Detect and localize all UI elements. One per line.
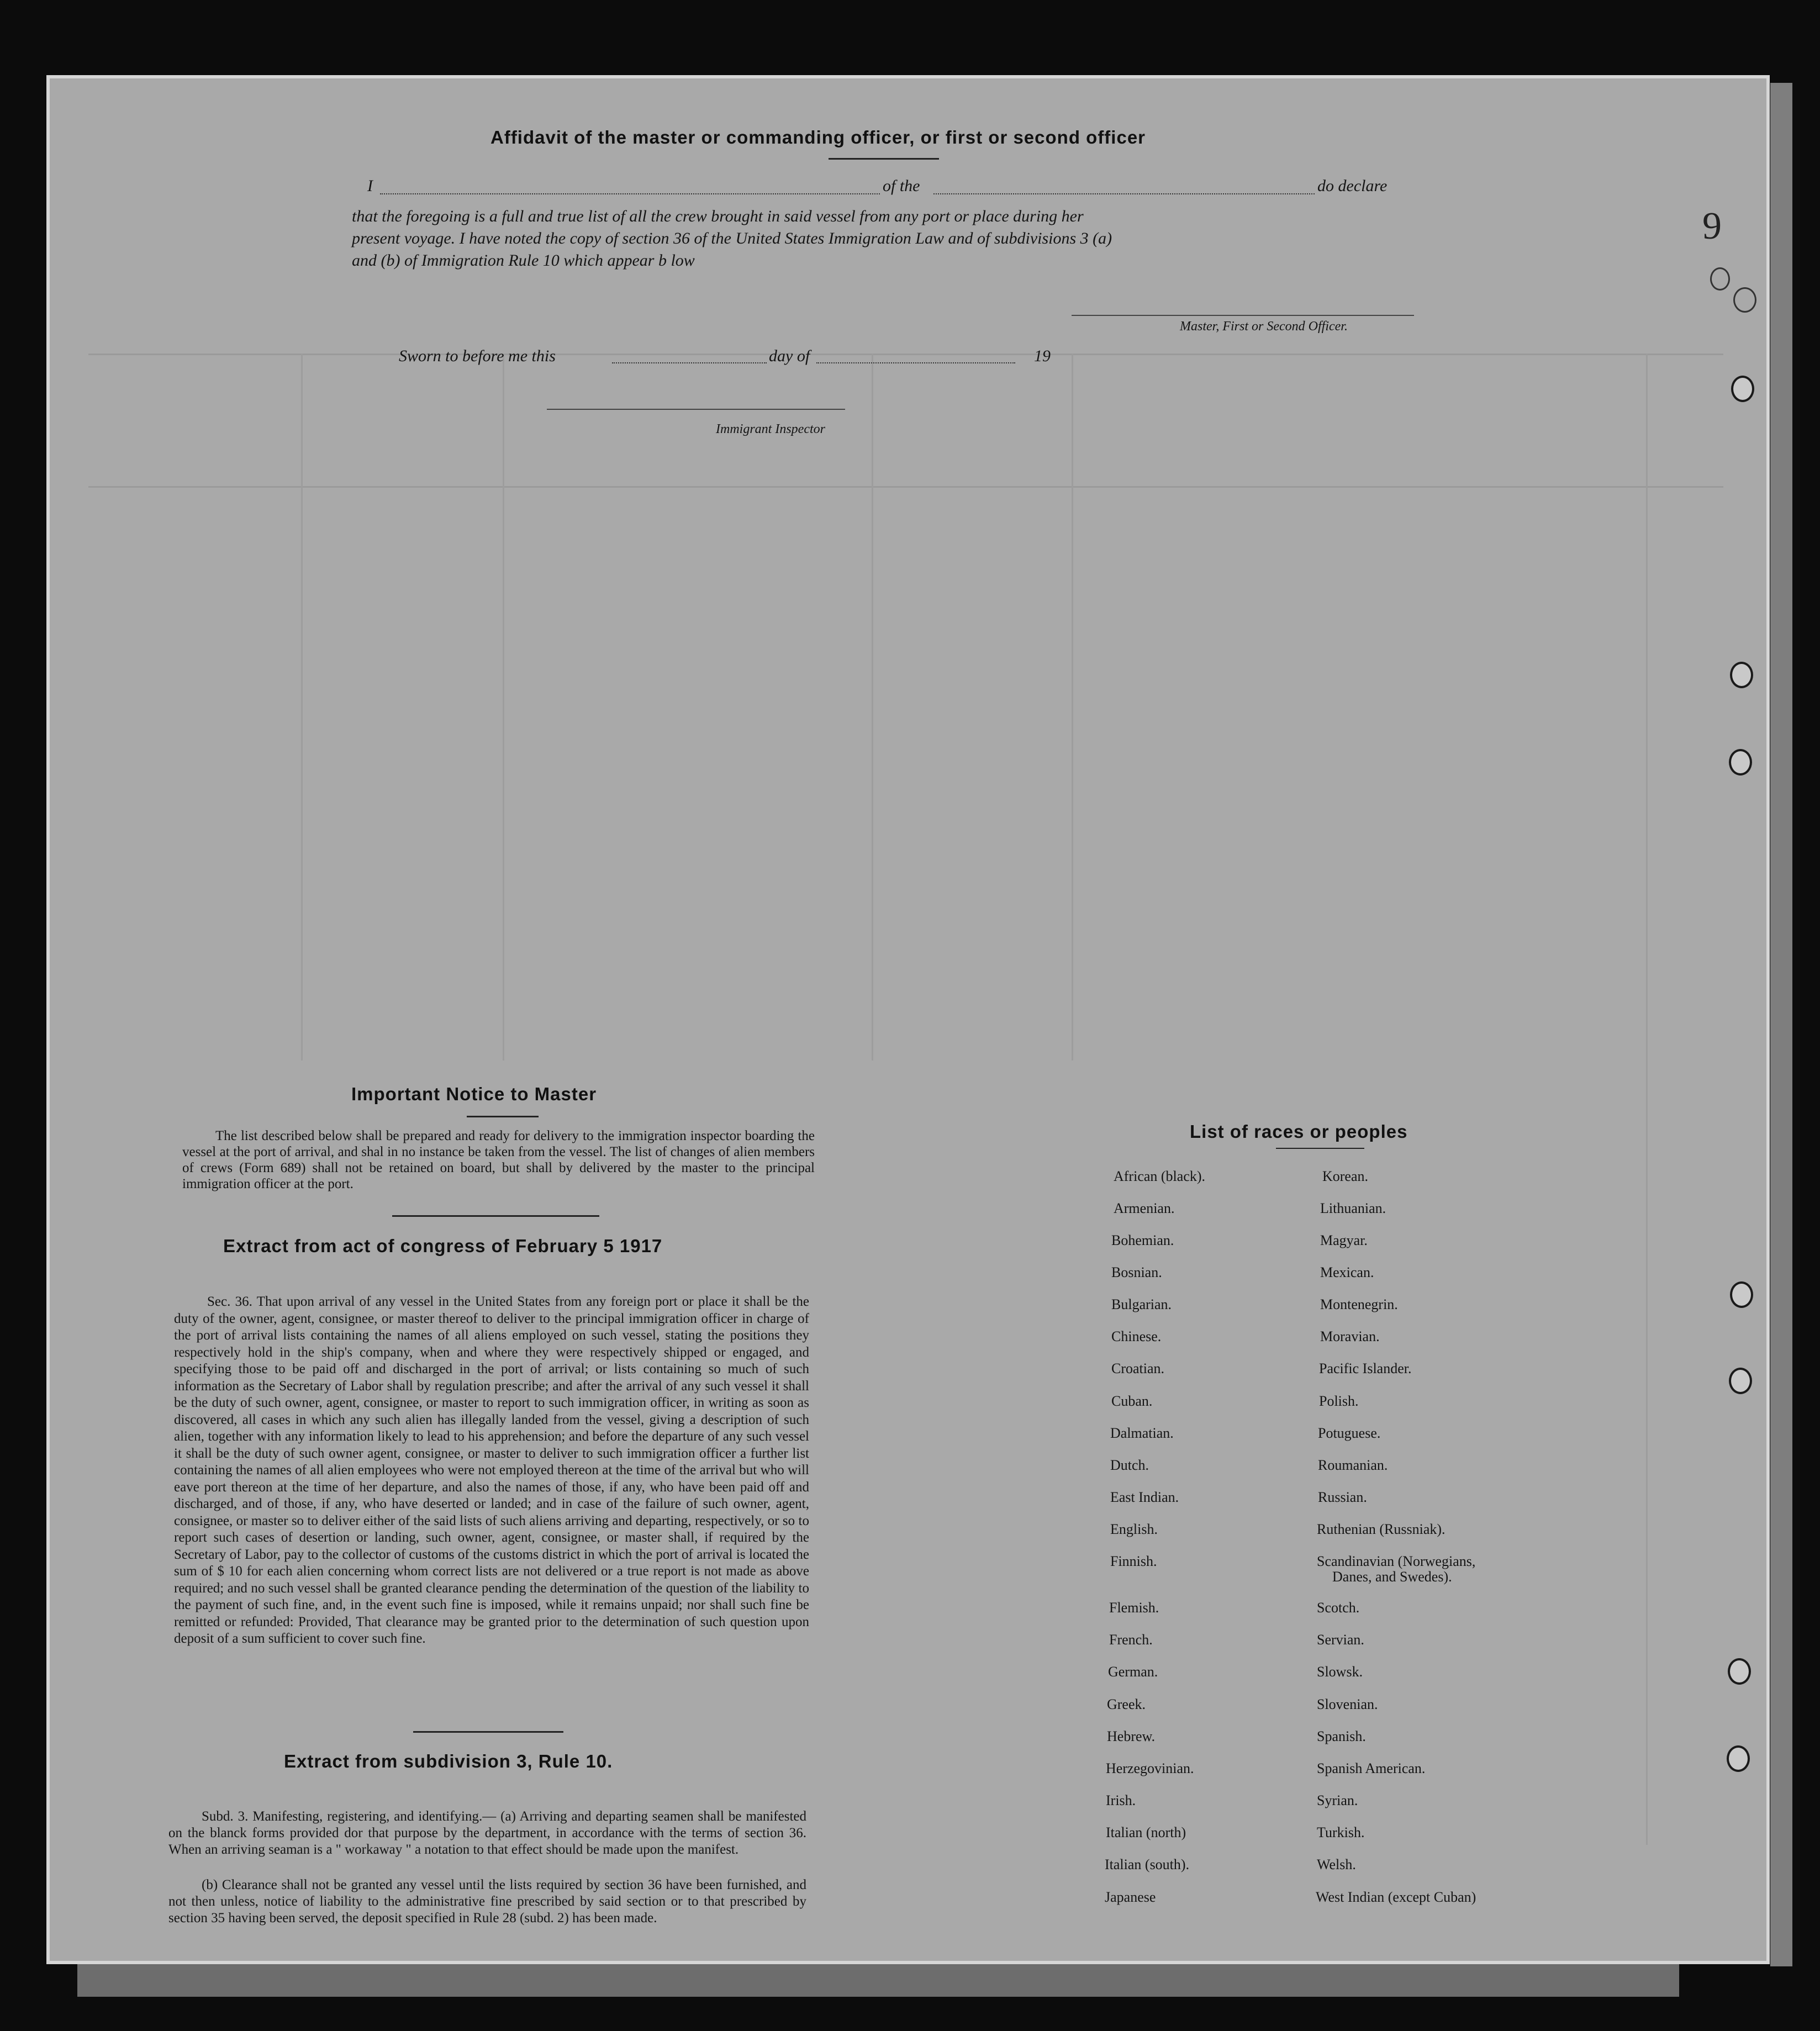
notice-separator xyxy=(392,1215,599,1217)
race-item: Finnish. xyxy=(1110,1553,1157,1569)
notice-text: The list described below shall be prepared and ready for delivery to the immigration inspector boarding the vessel at the port of arrival, and shal in no instance be taken from the vessel. The list of changes of alien members of crews (Form 689) shall not be retained on board, but shall by delivered by the master to the principal immigration officer at the port. xyxy=(182,1128,815,1191)
race-item: Chinese. xyxy=(1111,1328,1162,1344)
binder-hole-icon xyxy=(1727,1745,1750,1772)
race-item: Greek. xyxy=(1107,1696,1146,1712)
race-item: Polish. xyxy=(1319,1393,1359,1409)
race-item: Potuguese. xyxy=(1318,1425,1381,1441)
race-item: Dalmatian. xyxy=(1110,1425,1174,1441)
vessel-blank xyxy=(933,193,1315,194)
race-item: Montenegrin. xyxy=(1320,1296,1398,1312)
race-item: Armenian. xyxy=(1114,1200,1175,1216)
race-item: Bosnian. xyxy=(1111,1264,1162,1280)
race-item: Lithuanian. xyxy=(1320,1200,1386,1216)
ghost-rule xyxy=(88,486,1723,488)
race-item: African (black). xyxy=(1114,1168,1206,1184)
act-text: Sec. 36. That upon arrival of any vessel in the United States from any foreign port or place it shall be the duty of the owner, agent, consignee, or master thereof to deliver to the principal immigration officer in charge of the port of arrival lists containing the names of all aliens employed on such vessel, stating the positions they respectively hold in the ship's company, when and where they were respectively shipped or engaged, and specifying those to be paid off and discharged in the port of arrival; or lists containing so much of such information as the Secretary of Labor shall by regulation prescribe; and after the arrival of any such vessel it shall be the duty of such owner, agent, consignee, or master to report to such immigration officer, in writing as soon as discovered, all cases in which any such alien has illegally landed from the vessel, giving a description of such alien, together with any information likely to lead to his apprehension; and before the departure of any such vessel it shall be the duty of such owner agent, consignee, or master to deliver to such immigration officer a further list containing the names of all alien employees who were not employed thereon at the time of the arrival but who will eave port thereon at the time of her departure, and also the names of those, if any, who have been paid off and discharged, and of those, if any, who have deserted or landed; and in case of the failure of such owner, agent, consignee, or master so to deliver either of the said lists of such aliens arriving and departing, respectively, or so to report such cases of desertion or landing, such owner, agent, consignee, or master shall, if required by the Secretary of Labor, pay to the collector of customs of the customs district in which the port of arrival is located the sum of $ 10 for each alien concerning whom correct lists are not delivered or a true report is not made as above required; and no such vessel shall be granted clearance pending the determination of the question of the liability to the payment of such fine, and, in the event such fine is imposed, while it remains unpaid; nor shall such fine be remitted or refunded: Provided, That clearance may be granted prior to the determination of such question upon deposit of a sum sufficient to cover such fine. xyxy=(174,1294,809,1646)
race-item: Spanish American. xyxy=(1317,1760,1426,1776)
race-item: Mexican. xyxy=(1320,1264,1374,1280)
affidavit-line-3: present voyage. I have noted the copy of section 36 of the United States Immigration Law and of subdivisions 3 (a) xyxy=(352,229,1112,247)
rule-para-a: Subd. 3. Manifesting, registering, and identifying.— (a) Arriving and departing seamen shall be manifested on the blanck forms provided dor that purpose by the department, in accordance with the terms of section 36. When an arriving seaman is a " workaway " a notation to that effect should be made upon the manifest. xyxy=(168,1809,806,1857)
race-item: English. xyxy=(1110,1521,1158,1537)
binder-hole-icon xyxy=(1729,749,1752,776)
page-edge-strip xyxy=(1770,83,1792,1966)
act-separator xyxy=(413,1731,563,1733)
race-item: Scandinavian (Norwegians, xyxy=(1317,1553,1476,1569)
race-item: Slovenian. xyxy=(1317,1696,1378,1712)
race-item: Cuban. xyxy=(1111,1393,1153,1409)
affidavit-title: Affidavit of the master or commanding officer, or first or second officer xyxy=(490,127,1146,147)
race-item: East Indian. xyxy=(1110,1489,1179,1505)
notice-underline xyxy=(467,1116,539,1117)
race-item: Ruthenian (Russniak). xyxy=(1317,1521,1446,1537)
binder-hole-icon xyxy=(1733,287,1756,313)
master-signature-line xyxy=(1072,315,1414,316)
race-item: Croatian. xyxy=(1111,1360,1165,1376)
races-underline xyxy=(1276,1148,1364,1149)
affidavit-of-the: of the xyxy=(883,177,920,195)
document-page xyxy=(46,75,1770,1964)
race-item: Danes, and Swedes). xyxy=(1332,1569,1452,1585)
rule-title: Extract from subdivision 3, Rule 10. xyxy=(284,1751,613,1771)
race-item: Magyar. xyxy=(1320,1232,1368,1248)
binder-hole-icon xyxy=(1710,267,1730,291)
day-blank xyxy=(612,362,767,363)
race-item: Welsh. xyxy=(1317,1856,1356,1872)
race-item: West Indian (except Cuban) xyxy=(1316,1889,1476,1905)
affidavit-line-4: and (b) of Immigration Rule 10 which appear b low xyxy=(352,251,695,270)
race-item: Russian. xyxy=(1318,1489,1367,1505)
race-item: Japanese xyxy=(1105,1889,1156,1905)
title-underline xyxy=(829,158,939,160)
notice-title: Important Notice to Master xyxy=(351,1084,597,1104)
ghost-column-line xyxy=(301,354,303,1061)
race-item: Spanish. xyxy=(1317,1728,1366,1744)
race-item: German. xyxy=(1108,1664,1158,1680)
race-item: Italian (north) xyxy=(1106,1824,1186,1840)
binder-hole-icon xyxy=(1728,1658,1751,1685)
rule-para-b: (b) Clearance shall not be granted any vessel until the lists required by section 36 have been furnished, and not then unless, notice of liability to the administrative fine prescribed by said section or to that prescribed by section 35 having been served, the deposit specified in Rule 28 (subd. 2) has been made. xyxy=(168,1877,806,1926)
ghost-column-line xyxy=(1072,354,1073,1061)
inspector-signature-line xyxy=(547,409,845,410)
race-item: Roumanian. xyxy=(1318,1457,1388,1473)
race-item: Pacific Islander. xyxy=(1319,1360,1412,1376)
race-item: Syrian. xyxy=(1317,1792,1358,1808)
affidavit-line-2: that the foregoing is a full and true list of all the crew brought in said vessel from any port or place during her xyxy=(352,207,1084,225)
race-item: Flemish. xyxy=(1109,1600,1159,1616)
sworn-day-of: day of xyxy=(769,347,810,365)
month-blank xyxy=(816,362,1015,363)
inspector-caption: Immigrant Inspector xyxy=(716,422,825,436)
race-item: Turkish. xyxy=(1317,1824,1365,1840)
affidavit-i: I xyxy=(367,177,373,195)
sworn-year: 19 xyxy=(1034,347,1051,365)
ghost-column-line xyxy=(872,354,873,1061)
binder-hole-icon xyxy=(1730,1281,1753,1308)
race-item: Italian (south). xyxy=(1105,1856,1190,1872)
name-blank xyxy=(380,193,880,194)
binder-hole-icon xyxy=(1730,662,1753,688)
master-signature-caption: Master, First or Second Officer. xyxy=(1180,319,1348,334)
affidavit-do-declare: do declare xyxy=(1317,177,1388,195)
race-item: Scotch. xyxy=(1317,1600,1360,1616)
race-item: Dutch. xyxy=(1110,1457,1149,1473)
race-item: Slowsk. xyxy=(1317,1664,1363,1680)
race-item: Bohemian. xyxy=(1111,1232,1174,1248)
race-item: Irish. xyxy=(1106,1792,1136,1808)
race-item: Hebrew. xyxy=(1107,1728,1156,1744)
race-item: Moravian. xyxy=(1320,1328,1380,1344)
races-title: List of races or peoples xyxy=(1190,1121,1408,1142)
ghost-rule xyxy=(88,354,1723,355)
race-item: Korean. xyxy=(1322,1168,1369,1184)
margin-handwritten-mark: 9 xyxy=(1702,205,1722,247)
sworn-prefix: Sworn to before me this xyxy=(399,347,556,365)
race-item: Servian. xyxy=(1317,1632,1364,1648)
race-item: Herzegovinian. xyxy=(1106,1760,1194,1776)
ghost-column-line xyxy=(503,354,504,1061)
race-item: French. xyxy=(1109,1632,1153,1648)
act-title: Extract from act of congress of February 5 1917 xyxy=(223,1236,663,1256)
binder-hole-icon xyxy=(1729,1368,1752,1394)
race-item: Bulgarian. xyxy=(1111,1296,1172,1312)
page-bottom-strip xyxy=(77,1964,1679,1997)
binder-hole-icon xyxy=(1731,376,1754,402)
ghost-column-line xyxy=(1646,354,1648,1845)
